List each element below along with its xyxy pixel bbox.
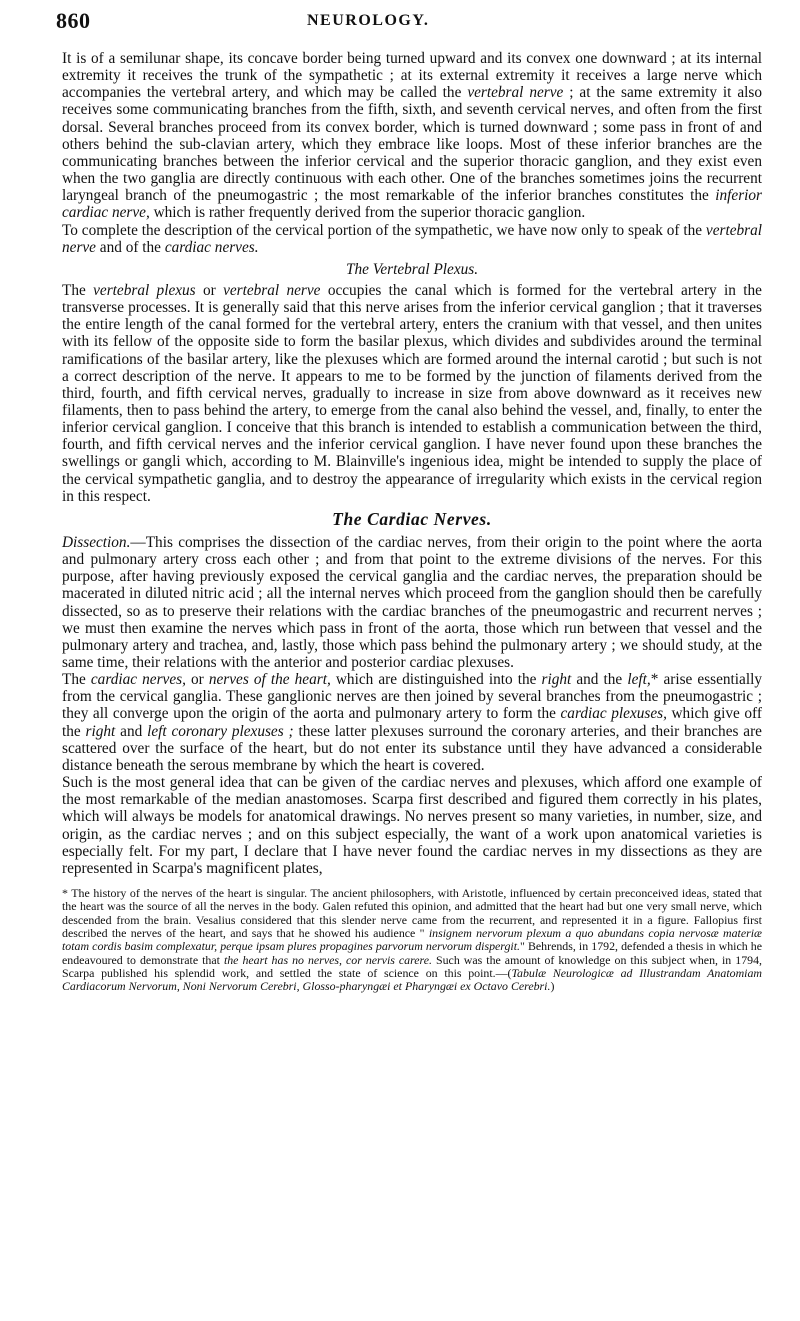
italic-run: cardiac plexuses, bbox=[560, 705, 667, 723]
text-run: occupies the canal which is formed for the vertebral artery in the transverse processes. It is generally said that this nerve arises from the inferior cervical ganglion ; that it traverses the entire length of the canal formed for the vertebral artery, enters the cranium with that vessel, and then unites with its fellow of the opposite side to form the basilar plexus, which divides and subdivides around the terminal ramifications of the basilar artery, like the plexuses which are formed around the internal carotid ; but such is not a correct description of the nerve. It appears to me to be formed by the junction of filaments derived from the third, fourth, and fifth cervical nerves, gradually to increase in size from above downward as it receives new filaments, then to pass behind the artery, to emerge from the canal also behind the vessel, and, finally, to enter the inferior cervical ganglion. I conceive that this branch is intended to establish a communication between the third, fourth, and fifth cervical nerves and the inferior cervical ganglion. I have never found upon these branches the swellings or gangli which, according to M. Blainville's ingenious idea, might be intended to supply the place of the cervical sympathetic ganglia, and to destroy the appearance of irregularity which exists in the cervical region in this respect. bbox=[62, 281, 762, 505]
italic-run: vertebral nerve bbox=[467, 84, 564, 102]
page-number: 860 bbox=[56, 8, 91, 33]
text-run: and the bbox=[571, 671, 628, 689]
paragraph-inferior-ganglion bbox=[62, 50, 762, 222]
text-run: which is rather frequently derived from the superior thoracic ganglion. bbox=[149, 204, 586, 222]
italic-run: left, bbox=[627, 671, 651, 689]
italic-run: cardiac nerves, bbox=[90, 671, 186, 689]
text-run: * arise essentially from the cervical ganglia. These ganglionic nerves are then joined by several branches from the pneumogastric ; they all converge upon the origin of the aorta and pulmonary artery to form the bbox=[62, 671, 762, 723]
paragraph-transition bbox=[62, 222, 762, 256]
page-header bbox=[56, 6, 762, 50]
text-run: ; at the same extremity it also receives some communicating branches from the fifth, sixth, and seventh cervical nerves, and often from the first dorsal. Several branches proceed from its convex border, which is turned downward ; some pass in front of and others behind the sub-clavian artery, which they embrace like loops. Most of these inferior branches are the communicating branches between the inferior cervical and the superior thoracic ganglion, and they exist even when the two ganglia are directly continuous with each other. One of the branches sometimes joins the recurrent laryngeal branch of the pneumogastric ; the most remarkable of the inferior branches constitutes the bbox=[62, 84, 762, 205]
document-page bbox=[56, 6, 762, 994]
italic-run: right bbox=[541, 671, 572, 689]
footnote-text bbox=[62, 887, 762, 994]
text-run: which give off the bbox=[62, 705, 762, 740]
italic-run: the heart has no nerves, cor nervis carere. bbox=[223, 952, 432, 967]
footnote bbox=[62, 887, 762, 994]
section-heading-vertebral-plexus: The Vertebral Plexus. bbox=[345, 260, 479, 278]
italic-run: insignem nervorum plexum a quo abundans copia nervosæ materiæ totam cordis basim complexatur, perque ipsam plures propagines parvorum nervorum dispergit. bbox=[62, 926, 762, 954]
italic-run: inferior cardiac nerve, bbox=[62, 187, 762, 222]
running-title: NEUROLOGY. bbox=[307, 12, 430, 29]
italic-run: vertebral plexus bbox=[93, 281, 196, 299]
italic-run: cardiac nerves. bbox=[164, 238, 259, 256]
text-run: and bbox=[115, 722, 148, 740]
text-run: these latter plexuses surround the coronary arteries, and their branches are scattered over the surface of the heart, but do not enter its substance until they have advanced a considerable distance beneath the serous membrane by which the heart is covered. bbox=[62, 722, 762, 774]
text-run: and of the bbox=[95, 238, 165, 256]
text-run: The bbox=[62, 671, 91, 689]
italic-run: Tabulæ Neurologicæ ad Illustrandam Anatomiam Cardiacorum Nervorum, Noni Nervorum Cerebri, Glosso-pharyngæi et Pharyngæi ex Octavo Cerebri. bbox=[62, 966, 762, 994]
italic-run: vertebral nerve bbox=[223, 281, 321, 299]
text-run: or bbox=[185, 671, 209, 689]
italic-run: Dissection. bbox=[62, 533, 131, 551]
text-run: * The history of the nerves of the heart is singular. The ancient philosophers, with Aristotle, influenced by certain preconceived ideas, stated that the heart was the source of all the nerves in the body. Galen refuted this opinion, and admitted that the heart had but one very small nerve, which descended from the brain. Vesalius considered that this slender nerve came from the recurrent, and represented it in a figure. Fallopius first described the nerves of the heart, and says that he showed his audience " bbox=[62, 886, 762, 941]
text-run: To complete the description of the cervical portion of the sympathetic, we have now only to speak of the bbox=[62, 221, 706, 239]
text-run: It is of a semilunar shape, its concave border being turned upward and its convex one downward ; at its internal extremity it receives the trunk of the sympathetic ; at its external extremity it receives a large nerve which accompanies the vertebral artery, and which may be called the bbox=[62, 50, 762, 102]
italic-run: left coronary plexuses ; bbox=[147, 722, 294, 740]
paragraph-dissection bbox=[62, 534, 762, 671]
section-heading-cardiac-nerves: The Cardiac Nerves. bbox=[332, 508, 492, 529]
text-run: The bbox=[62, 281, 94, 299]
text-run: Such was the amount of knowledge on this subject when, in 1794, Scarpa published his splendid work, and settled the state of science on this point.—( bbox=[62, 952, 762, 981]
italic-run: right bbox=[85, 722, 116, 740]
italic-run: vertebral nerve bbox=[62, 221, 762, 256]
paragraph-general-idea bbox=[62, 774, 762, 877]
text-run: " Behrends, in 1792, defended a thesis in which he endeavoured to demonstrate that bbox=[62, 939, 762, 967]
text-run: or bbox=[195, 281, 224, 299]
text-run: ) bbox=[550, 979, 555, 994]
italic-run: nerves of the heart, bbox=[208, 671, 331, 689]
text-run: —This comprises the dissection of the cardiac nerves, from their origin to the point where the aorta and pulmonary artery cross each other ; and from that point to the extreme divisions of the nerves. For this purpose, after having previously exposed the cervical ganglia and the cardiac nerves, the preparation should be macerated in diluted nitric acid ; all the internal nerves which proceed from the ganglion should then be carefully dissected, so as to preserve their relations with the cardiac branches of the pneumogastric and recurrent nerves ; we must then examine the nerves which pass in front of the aorta, those which run between that vessel and the pulmonary artery and trachea, and, lastly, those which pass behind the pulmonary artery ; we should study, at the same time, their relations with the anterior and posterior cardiac plexuses. bbox=[62, 533, 762, 671]
text-run: which are distinguished into the bbox=[330, 671, 542, 689]
text-run: Such is the most general idea that can be given of the cardiac nerves and plexuses, which afford one example of the most remarkable of the median anastomoses. Scarpa first described and figured them correctly in his plates, which will always be models for anatomical drawings. No nerves present so many varieties, in number, size, and origin, as the cardiac nerves ; and on this subject especially, the want of a work upon anatomical varieties is especially felt. For my part, I declare that I have never found the cardiac nerves in my dissections as they are represented in Scarpa's magnificent plates, bbox=[62, 774, 762, 877]
paragraph-vertebral-plexus bbox=[62, 282, 762, 505]
paragraph-cardiac-nerves bbox=[62, 671, 762, 774]
